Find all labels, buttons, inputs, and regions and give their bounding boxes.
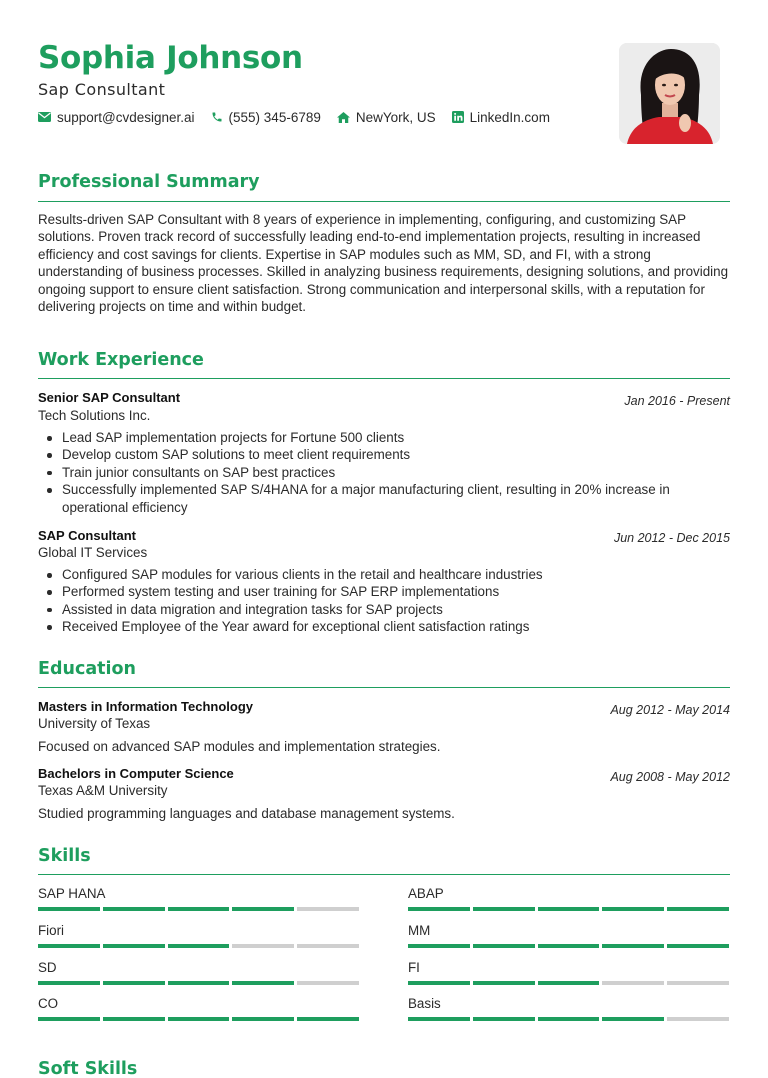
section-divider [38, 687, 730, 688]
skill-segment-filled [168, 907, 230, 911]
list-item: Performed system testing and user training for SAP ERP implementations [38, 583, 730, 600]
list-item: Assisted in data migration and integration tasks for SAP projects [38, 601, 730, 618]
skill-segment-filled [667, 944, 729, 948]
skill-segment-filled [538, 1017, 600, 1021]
education-degree: Bachelors in Computer Science [38, 766, 234, 781]
job-bullets [38, 566, 730, 636]
section-title-experience: Work Experience [38, 350, 204, 370]
skill-segment-filled [473, 944, 535, 948]
skill-name: MM [408, 923, 431, 938]
list-item: Develop custom SAP solutions to meet client requirements [38, 446, 730, 463]
skill-level-bar [38, 907, 359, 911]
list-item: Train junior consultants on SAP best practices [38, 464, 730, 481]
skill-segment-filled [38, 944, 100, 948]
skill-segment-empty [667, 1017, 729, 1021]
skill-level-bar [38, 944, 359, 948]
skill-segment-empty [602, 981, 664, 985]
skill-segment-filled [168, 944, 230, 948]
section-divider [38, 874, 730, 875]
skill-segment-filled [408, 907, 470, 911]
skill-segment-filled [602, 907, 664, 911]
skill-segment-filled [473, 981, 535, 985]
skill-segment-empty [297, 907, 359, 911]
skill-level-bar [38, 1017, 359, 1021]
skill-segment-filled [168, 1017, 230, 1021]
skill-segment-filled [232, 907, 294, 911]
job-title: Sap Consultant [38, 80, 166, 99]
education-dates: Aug 2012 - May 2014 [610, 703, 730, 717]
section-title-education: Education [38, 659, 136, 679]
skill-name: Fiori [38, 923, 65, 938]
skill-level-bar [38, 981, 359, 985]
section-title-soft-skills: Soft Skills [38, 1059, 138, 1078]
skill-segment-filled [103, 1017, 165, 1021]
skill-level-bar [408, 907, 729, 911]
list-item: Successfully implemented SAP S/4HANA for a major manufacturing client, resulting in 20% increase in operational efficiency [38, 481, 730, 516]
skill-segment-filled [38, 981, 100, 985]
skill-segment-filled [538, 907, 600, 911]
job-role: SAP Consultant [38, 528, 136, 543]
skill-segment-filled [538, 981, 600, 985]
list-item: Configured SAP modules for various clients in the retail and healthcare industries [38, 566, 730, 583]
section-title-skills: Skills [38, 846, 91, 866]
skill-segment-empty [297, 981, 359, 985]
contact-list [38, 109, 550, 125]
skill-name: Basis [408, 996, 441, 1011]
skill-segment-filled [38, 1017, 100, 1021]
contact-linkedin[interactable] [452, 110, 550, 125]
skill-segment-filled [408, 981, 470, 985]
education-description: Focused on advanced SAP modules and implementation strategies. [38, 739, 441, 754]
skill-level-bar [408, 944, 729, 948]
linkedin-icon [452, 111, 464, 123]
contact-email[interactable] [38, 110, 195, 125]
education-school: University of Texas [38, 716, 151, 731]
skill-name: FI [408, 960, 420, 975]
profile-photo [619, 43, 720, 144]
phone-icon [211, 111, 223, 123]
list-item: Received Employee of the Year award for exceptional client satisfaction ratings [38, 618, 730, 635]
skill-segment-filled [297, 1017, 359, 1021]
skill-level-bar [408, 1017, 729, 1021]
skill-segment-filled [168, 981, 230, 985]
skill-segment-filled [667, 907, 729, 911]
education-degree: Masters in Information Technology [38, 699, 254, 714]
education-description: Studied programming languages and database management systems. [38, 806, 455, 821]
skill-name: CO [38, 996, 59, 1011]
education-dates: Aug 2008 - May 2012 [610, 770, 730, 784]
skill-segment-filled [473, 1017, 535, 1021]
contact-phone-text: (555) 345-6789 [228, 109, 321, 125]
email-icon [38, 112, 51, 122]
section-divider [38, 201, 730, 202]
summary-text: Results-driven SAP Consultant with 8 years of experience in implementing, configuring, and customizing SAP solutions. Proven track record of successfully leading end-to-end implementation projects, resulting in increased efficiency and cost savings for clients. Expertise in SAP modules such as MM, SD, and FI, with a strong understanding of business processes. Skilled in analyzing business requirements, designing solutions, and providing ongoing support to ensure client satisfaction. Strong communication and interpersonal skills, with a reputation for delivering projects on time and within budget. [38, 212, 729, 315]
job-company: Global IT Services [38, 545, 148, 560]
candidate-name: Sophia Johnson [38, 40, 303, 76]
contact-location-text: NewYork, US [355, 109, 436, 125]
skill-segment-filled [103, 907, 165, 911]
job-company: Tech Solutions Inc. [38, 408, 151, 423]
skill-segment-filled [473, 907, 535, 911]
contact-email-text: support@cvdesigner.ai [57, 109, 195, 125]
list-item: Lead SAP implementation projects for Fortune 500 clients [38, 429, 730, 446]
contact-linkedin-text: LinkedIn.com [469, 109, 550, 125]
job-role: Senior SAP Consultant [38, 390, 181, 405]
home-icon [337, 112, 350, 123]
skill-segment-filled [602, 944, 664, 948]
skill-level-bar [408, 981, 729, 985]
skill-segment-filled [103, 944, 165, 948]
skill-segment-empty [297, 944, 359, 948]
contact-location [337, 110, 436, 125]
skill-segment-empty [232, 944, 294, 948]
skill-name: SD [38, 960, 57, 975]
section-divider [38, 378, 730, 379]
skill-segment-filled [538, 944, 600, 948]
job-dates: Jun 2012 - Dec 2015 [613, 531, 730, 545]
skill-segment-filled [103, 981, 165, 985]
skill-segment-filled [232, 981, 294, 985]
skill-name: ABAP [408, 886, 444, 901]
skill-segment-filled [408, 944, 470, 948]
job-dates: Jan 2016 - Present [624, 394, 730, 408]
contact-phone[interactable] [211, 110, 321, 125]
skill-segment-filled [408, 1017, 470, 1021]
skill-name: SAP HANA [38, 886, 106, 901]
skill-segment-filled [602, 1017, 664, 1021]
job-bullets [38, 429, 730, 516]
skill-segment-filled [232, 1017, 294, 1021]
section-title-summary: Professional Summary [38, 172, 260, 192]
skill-segment-filled [38, 907, 100, 911]
education-school: Texas A&M University [38, 783, 168, 798]
skill-segment-empty [667, 981, 729, 985]
